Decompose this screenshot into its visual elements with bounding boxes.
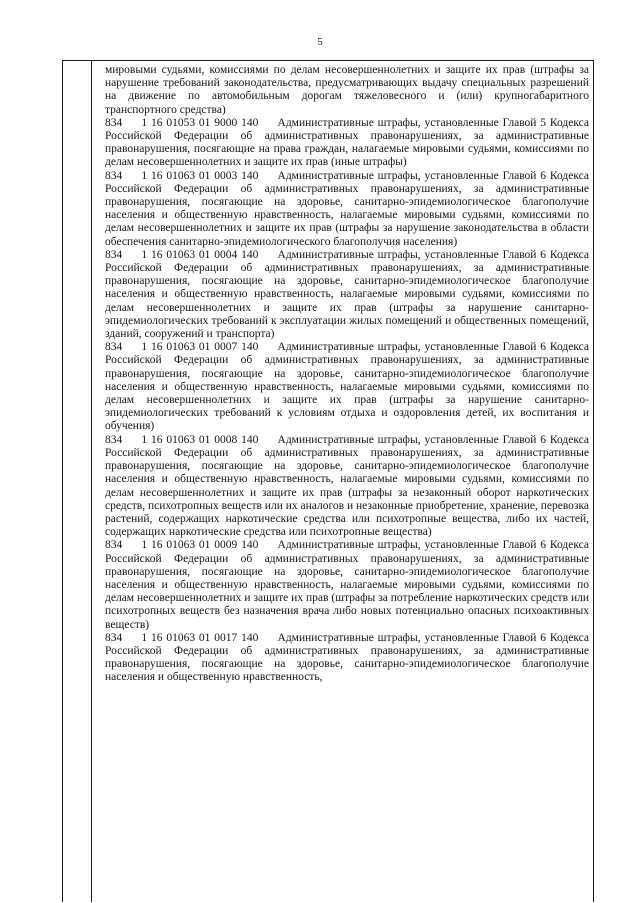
budget-code-entry [105,341,589,433]
entry-text: Административные штрафы, установленные Главой 6 Кодекса Российской Федерации об административных правонарушениях, за административные правонарушения, посягающие на здоровье, санитарно-эпидемиологическое благополучие населения и общественную нравственность, налагаемые мировыми судьями, комиссиями по делам несовершеннолетних и защите их прав (штрафы за незаконный оборот наркотических средств, психотропных веществ или их аналогов и незаконные приобретение, хранение, перевозка растений, содержащих наркотические средства или психотропные вещества, либо их частей, содержащих наркотические средства или психотропные вещества) [105,433,589,539]
entry-text: Административные штрафы, установленные Главой 5 Кодекса Российской Федерации об административных правонарушениях, за административные правонарушения, посягающие на права граждан, налагаемые мировыми судьями, комиссиями по делам несовершеннолетних и защите их прав (иные штрафы) [105,116,589,169]
entry-code: 834 1 16 01053 01 9000 140 [105,116,278,129]
table-content-cell [105,64,589,685]
entry-code: 834 1 16 01063 01 0003 140 [105,169,278,182]
budget-code-entry [105,434,589,540]
entry-text: Административные штрафы, установленные Главой 6 Кодекса Российской Федерации об административных правонарушениях, за административные правонарушения, посягающие на здоровье, санитарно-эпидемиологическое благополучие населения и общественную нравственность, [105,631,589,684]
entry-text: Административные штрафы, установленные Главой 6 Кодекса Российской Федерации об административных правонарушениях, за административные правонарушения, посягающие на здоровье, санитарно-эпидемиологическое благополучие населения и общественную нравственность, налагаемые мировыми судьями, комиссиями по делам несовершеннолетних и защите их прав (штрафы за нарушение санитарно-эпидемиологических требований к эксплуатации жилых помещений и общественных помещений, зданий, сооружений и транспорта) [105,248,589,341]
entry-text: Административные штрафы, установленные Главой 6 Кодекса Российской Федерации об административных правонарушениях, за административные правонарушения, посягающие на здоровье, санитарно-эпидемиологическое благополучие населения и общественную нравственность, налагаемые мировыми судьями, комиссиями по делам несовершеннолетних и защите их прав (штрафы за потребление наркотических средств или психотропных веществ без назначения врача либо новых потенциально опасных психоактивных веществ) [105,539,589,631]
entry-code: 834 1 16 01063 01 0009 140 [105,539,278,552]
entry-code: 834 1 16 01063 01 0004 140 [105,248,278,261]
entry-code: 834 1 16 01063 01 0008 140 [105,433,278,446]
budget-code-entry [105,170,589,249]
entry-text: Административные штрафы, установленные Главой 6 Кодекса Российской Федерации об административных правонарушениях, за административные правонарушения, посягающие на здоровье, санитарно-эпидемиологическое благополучие населения и общественную нравственность, налагаемые мировыми судьями, комиссиями по делам несовершеннолетних и защите их прав (штрафы за нарушение законодательства в области обеспечения санитарно-эпидемиологического благополучия населения) [105,169,589,248]
budget-code-entry [105,539,589,631]
column-divider [91,61,92,902]
entry-code: 834 1 16 01063 01 0017 140 [105,631,278,644]
budget-code-entry [105,632,589,685]
budget-code-entry [105,117,589,170]
intro-paragraph: мировыми судьями, комиссиями по делам несовершеннолетних и защите их прав (штрафы за нарушение требований законодательства, предусматривающих выдачу специальных разрешений на движение по автомобильным дорогам тяжеловесного и (или) крупногабаритного транспортного средства) [105,64,589,116]
entry-text: Административные штрафы, установленные Главой 6 Кодекса Российской Федерации об административных правонарушениях, за административные правонарушения, посягающие на здоровье, санитарно-эпидемиологическое благополучие населения и общественную нравственность, налагаемые мировыми судьями, комиссиями по делам несовершеннолетних и защите их прав (штрафы за нарушение санитарно-эпидемиологических требований к условиям отдыха и оздоровления детей, их воспитания и обучения) [105,341,589,433]
page-number: 5 [317,36,323,48]
budget-code-entry [105,249,589,341]
document-table [62,60,594,902]
entry-code: 834 1 16 01063 01 0007 140 [105,341,278,354]
